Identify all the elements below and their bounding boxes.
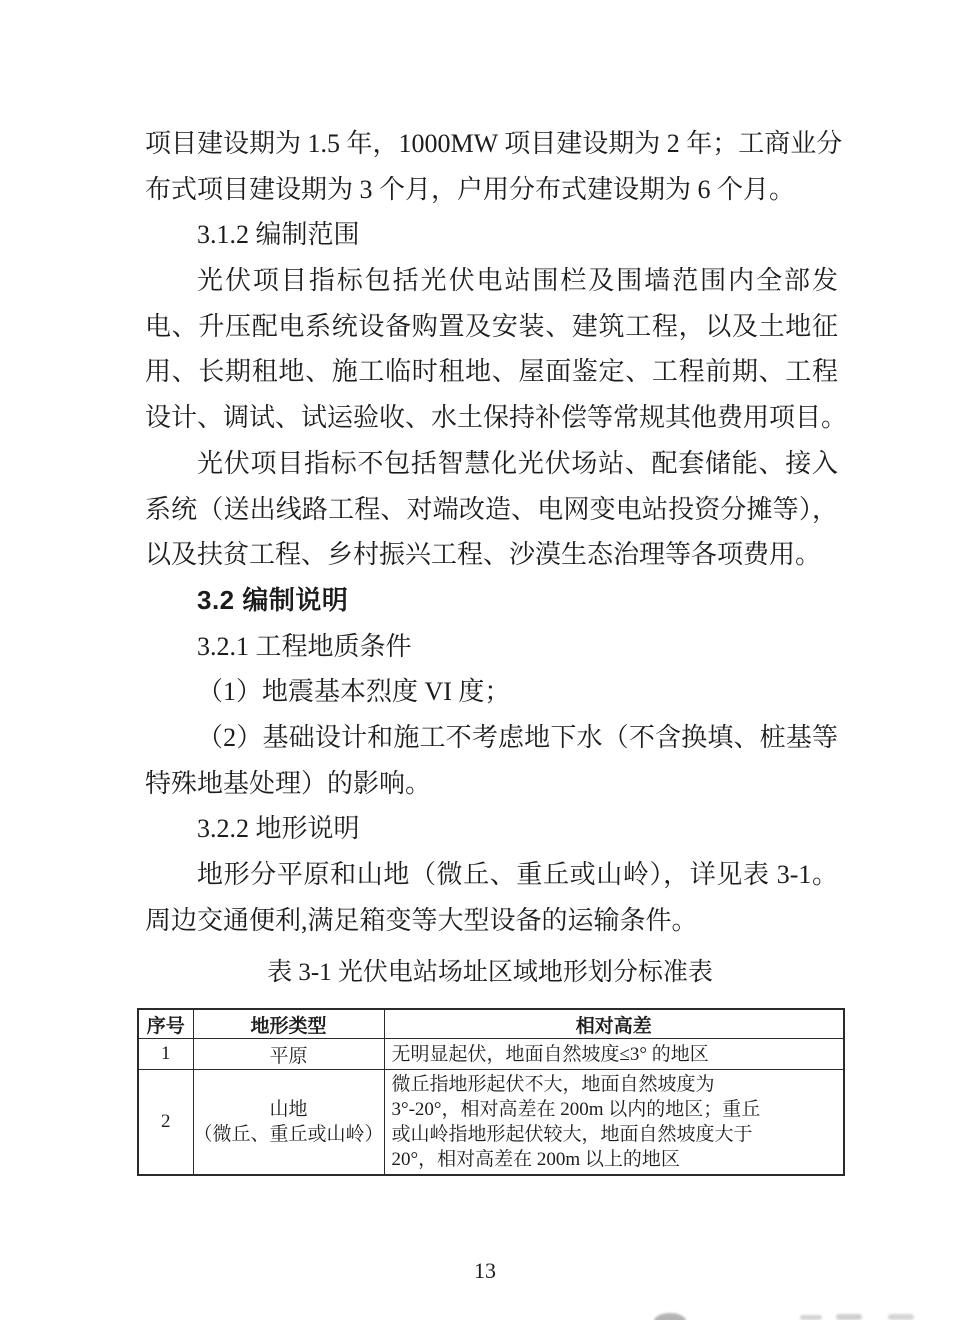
body-text-line: （1）地震基本烈度 VI 度； xyxy=(197,677,511,707)
table-row xyxy=(138,1070,844,1176)
cell-diff-line: 20°，相对高差在 200m 以上的地区 xyxy=(391,1149,680,1170)
section-heading: 3.2.1 工程地质条件 xyxy=(197,631,412,661)
table-header-type: 地形类型 xyxy=(193,1009,384,1039)
body-text-line: 光伏项目指标包括光伏电站围栏及围墙范围内全部发 xyxy=(197,266,838,296)
cell-diff-line: 无明显起伏，地面自然坡度≤3° 的地区 xyxy=(391,1043,709,1065)
body-text-line: 地形分平原和山地（微丘、重丘或山岭），详见表 3-1。 xyxy=(197,860,838,889)
cell-type xyxy=(193,1070,384,1176)
cell-diff-line: 3°-20°，相对高差在 200m 以内的地区；重丘 xyxy=(391,1099,761,1120)
body-text-line: 周边交通便利,满足箱变等大型设备的运输条件。 xyxy=(145,905,698,935)
body-text-line: 用、长期租地、施工临时租地、屋面鉴定、工程前期、工程 xyxy=(145,357,838,387)
cell-diff xyxy=(384,1070,844,1176)
watermark-fragment xyxy=(888,1314,914,1320)
cell-diff-line: 或山岭指地形起伏较大，地面自然坡度大于 xyxy=(391,1124,753,1145)
terrain-table xyxy=(137,1008,845,1176)
cell-diff-line: 微丘指地形起伏不大，地面自然坡度为 xyxy=(391,1074,715,1095)
cell-type-line: （微丘、重丘或山岭） xyxy=(193,1124,384,1145)
cell-type-line: 山地 xyxy=(269,1099,308,1120)
watermark-fragment xyxy=(654,1313,686,1320)
watermark-fragment xyxy=(800,1315,822,1320)
cell-type: 平原 xyxy=(193,1039,384,1070)
body-text-line: 光伏项目指标不包括智慧化光伏场站、配套储能、接入 xyxy=(197,448,838,478)
table-header-no: 序号 xyxy=(138,1009,193,1039)
cell-diff xyxy=(384,1039,844,1070)
body-text-line: 系统（送出线路工程、对端改造、电网变电站投资分摊等）， xyxy=(145,494,838,524)
table-header-row xyxy=(138,1009,844,1039)
table-header-diff: 相对高差 xyxy=(384,1009,844,1039)
body-text-line: 特殊地基处理）的影响。 xyxy=(145,768,432,798)
table-caption: 表 3-1 光伏电站场址区域地形划分标准表 xyxy=(267,959,713,986)
body-text-line: 项目建设期为 1.5 年，1000MW 项目建设期为 2 年；工商业分 xyxy=(145,129,843,158)
section-heading: 3.2.2 地形说明 xyxy=(197,814,360,844)
table-row xyxy=(138,1039,844,1070)
body-text-line: （2）基础设计和施工不考虑地下水（不含换填、桩基等 xyxy=(197,722,838,752)
page-number: 13 xyxy=(474,1258,496,1283)
cell-no: 1 xyxy=(138,1039,193,1070)
body-text-line: 设计、调试、试运验收、水土保持补偿等常规其他费用项目。 xyxy=(145,403,848,433)
cell-no: 2 xyxy=(138,1070,193,1176)
body-text-line: 以及扶贫工程、乡村振兴工程、沙漠生态治理等各项费用。 xyxy=(145,540,822,570)
section-heading: 3.1.2 编制范围 xyxy=(197,220,360,250)
body-text-line: 电、升压配电系统设备购置及安装、建筑工程，以及土地征 xyxy=(145,311,838,341)
text-block xyxy=(145,121,848,943)
watermark-fragment xyxy=(836,1314,862,1320)
section-heading: 3.2 编制说明 xyxy=(197,584,349,615)
body-text-line: 布式项目建设期为 3 个月，户用分布式建设期为 6 个月。 xyxy=(145,174,796,204)
